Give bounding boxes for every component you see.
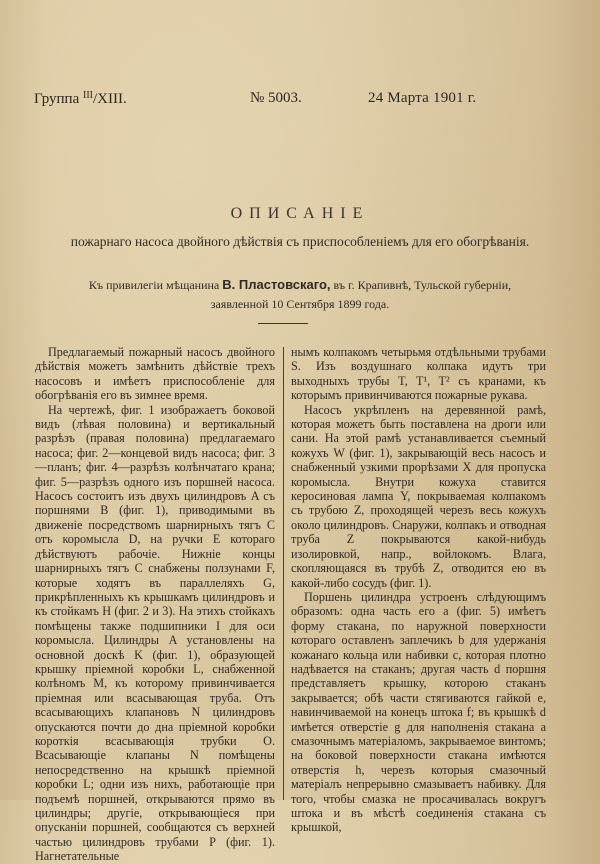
- group-label: Группа: [34, 91, 80, 107]
- title-divider: [258, 323, 308, 324]
- paragraph: нымъ колпакомъ четырьмя отдѣльными трубами S. Изъ воздушнаго колпака идутъ три выходныхъ трубы T, T¹, T² съ кранами, къ которымъ привинчиваются пожарные рукава.: [291, 345, 546, 403]
- paragraph: Насосъ укрѣпленъ на деревянной рамѣ, которая можетъ быть поставлена на дроги или сани. На этой рамѣ устанавливается съемный кожухъ W (фиг. 1), закрывающій весь насосъ и снабженный узкими прорѣзами X для пропуска коромысла. Внутри кожуха ставится керосиновая лампа Y, покрываемая колпакомъ съ трубою Z, проходящей черезъ весь кожухъ около цилиндровъ. Снаружи, колпакъ и отводная труба Z покрываются какой-нибудь изолировкой, напр., войлокомъ. Влага, скопляющаяся въ трубѣ Z, отводится ею въ какой-либо сосудъ (фиг. 1).: [291, 402, 546, 590]
- privilege-location: въ г. Крапивнѣ, Тульской губерніи,: [333, 278, 512, 292]
- group-code-superscript: III: [83, 90, 93, 101]
- privilege-line: [0, 277, 600, 293]
- document-subtitle: пожарнаго насоса двойного дѣйствія съ приспособленіемъ для его обогрѣванія.: [70, 234, 530, 249]
- right-column: [291, 345, 546, 835]
- paragraph: Предлагаемый пожарный насосъ двойного дѣйствія можетъ замѣнить дѣйствіе трехъ насосовъ и имѣетъ приспособленіе для обогрѣванія его въ зимнее время.: [35, 345, 275, 403]
- document-header: [0, 88, 600, 110]
- paragraph: На чертежѣ, фиг. 1 изображаетъ боковой видъ (лѣвая половина) и вертикальный разрѣзъ (правая половина) предлагаемаго насоса; фиг. 2—концевой видъ насоса; фиг. 3—планъ; фиг. 4—разрѣзъ колѣнчатаго крана; фиг. 5—разрѣзъ одного изъ поршней насоса. Насосъ состоитъ изъ двухъ цилиндровъ A съ поршнями B (фиг. 1), приводимыми въ движеніе посредствомъ шарнирныхъ тягъ C отъ коромысла D, на ручки E котораго дѣйствуютъ рабочіе. Нижніе концы шарнирныхъ тягъ C снабжены ползунами F, которые ходятъ въ параллеляхъ G, прикрѣпленныхъ къ крышкамъ цилиндровъ и къ стойкамъ H (фиг. 2 и 3). На этихъ стойкахъ помѣщены также подшипники I для оси коромысла. Цилиндры A установлены на основной доскѣ K (фиг. 1), образующей крышку пріемной коробки L, снабженной колѣномъ M, къ которому привинчивается пріемная или всасывающая труба. Отъ всасывающихъ клапановъ N цилиндровъ опускаются почти до дна пріемной коробки короткія всасывающія трубки O. Всасывающіе клапаны N помѣщены непосредственно на крышкѣ пріемной коробки L; одни изъ нихъ, работающіе при подъемѣ поршней, открываются прямо въ цилиндры; другіе, открывающіеся при опусканіи поршней, сообщаются съ верхней частью цилиндровъ трубами P (фиг. 1). Нагнетательные: [35, 402, 275, 864]
- document-title: ОПИСАНІЕ: [230, 205, 370, 222]
- column-rule: [283, 347, 284, 800]
- patent-number: № 5003.: [250, 90, 302, 106]
- inventor-name: В. Пластовскаго,: [222, 277, 331, 292]
- group-code: /XIII.: [93, 91, 127, 107]
- application-date: заявленной 10 Сентября 1899 года.: [210, 297, 390, 311]
- group-classification: [34, 90, 127, 108]
- left-column: [35, 345, 275, 864]
- privilege-prefix: Къ привилегіи мѣщанина: [88, 278, 220, 292]
- publication-date: 24 Марта 1901 г.: [368, 90, 477, 106]
- paragraph: Поршень цилиндра устроенъ слѣдующимъ образомъ: одна часть его a (фиг. 5) имѣетъ форму стакана, по наружной поверхности котораго оставленъ заплечикъ b для удержанія кожанаго кольца или набивки c, которая плотно надѣвается на стаканъ; другая часть d поршня представляетъ крышку, которою стаканъ закрывается; обѣ части стягиваются гайкой e, навинчиваемой на конецъ штока f; въ крышкѣ d имѣется отверстіе g для наполненія стакана a смазочнымъ матеріаломъ, закрываемое винтомъ; на боковой поверхности стакана имѣются отверстія h, черезъ которыя смазочный матеріалъ непрерывно смазываетъ набивку. Для того, чтобы смазка не просачивалась вокругъ штока и въ мѣстѣ соединенія стакана съ крышкой,: [291, 589, 546, 835]
